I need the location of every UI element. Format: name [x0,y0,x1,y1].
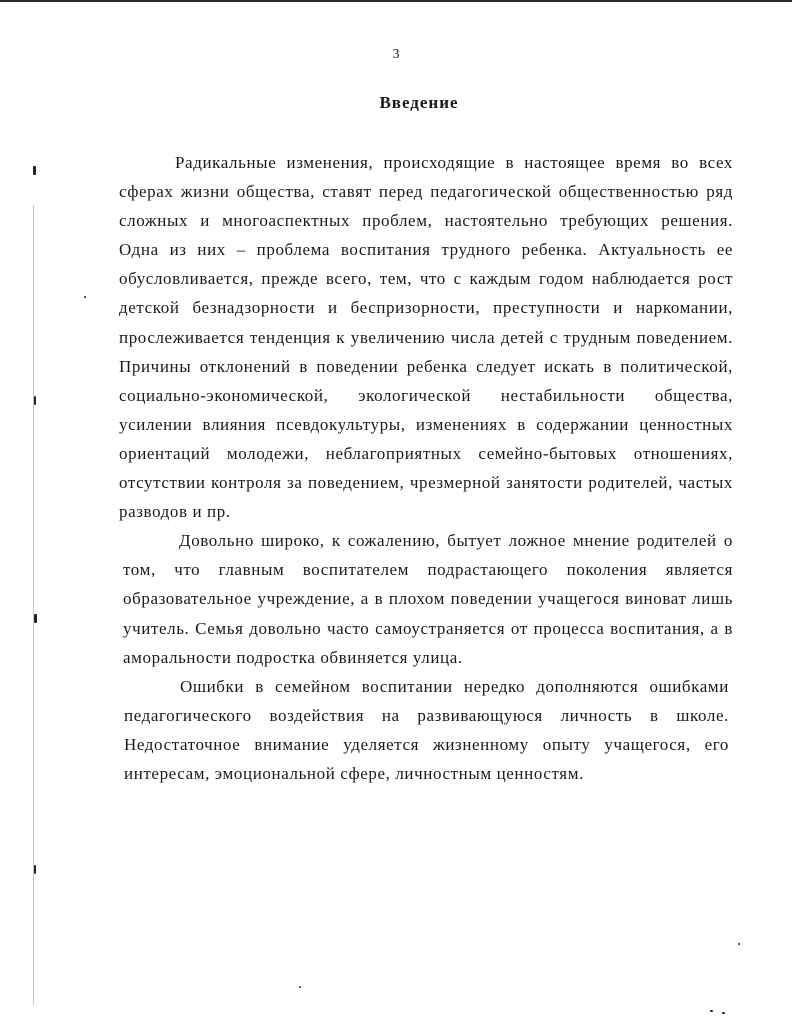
scan-speck [34,396,36,405]
scan-speck [34,865,36,874]
scan-speck [34,614,37,623]
scan-speck [33,166,36,175]
section-heading: Введение [379,93,459,112]
body-text [119,148,733,788]
page-number: 3 [392,47,400,62]
scan-left-margin-line [33,205,34,1005]
scan-speck [710,1010,713,1012]
scan-top-border [0,0,792,2]
scan-speck [84,296,86,298]
paragraph: Радикальные изменения, происходящие в настоящее время во всех сферах жизни общества, ставят перед педагогической общественностью ряд сложных и многоаспектных проблем, настоятельно требующих решения. Одна из них – проблема воспитания трудного ребенка. Актуальность ее обусловливается, прежде всего, тем, что с каждым годом наблюдается рост детской безнадзорности и беспризорности, преступности и наркомании, прослеживается тенденция к увеличению числа детей с трудным поведением. Причины отклонений в поведении ребенка следует искать в политической, социально-экономической, экологической нестабильности общества, усилении влияния псевдокультуры, изменениях в содержании ценностных ориентаций молодежи, неблагоприятных семейно-бытовых отношениях, отсутствии контроля за поведением, чрезмерной занятости родителей, частых разводов и пр. [119,153,733,522]
scan-speck [738,943,740,945]
scan-speck [299,986,301,988]
paragraph: Ошибки в семейном воспитании нередко дополняются ошибками педагогического воздействия на развивающуюся личность в школе. Недостаточное внимание уделяется жизненному опыту учащегося, его интересам, эмоциональной сфере, личностным ценностям. [124,676,729,783]
paragraph: Довольно широко, к сожалению, бытует ложное мнение родителей о том, что главным воспитателем подрастающего поколения является образовательное учреждение, а в плохом поведении учащегося виноват лишь учитель. Семья довольно часто самоустраняется от процесса воспитания, а в аморальности подростка обвиняется улица. [123,531,733,667]
scan-speck [722,1012,725,1014]
